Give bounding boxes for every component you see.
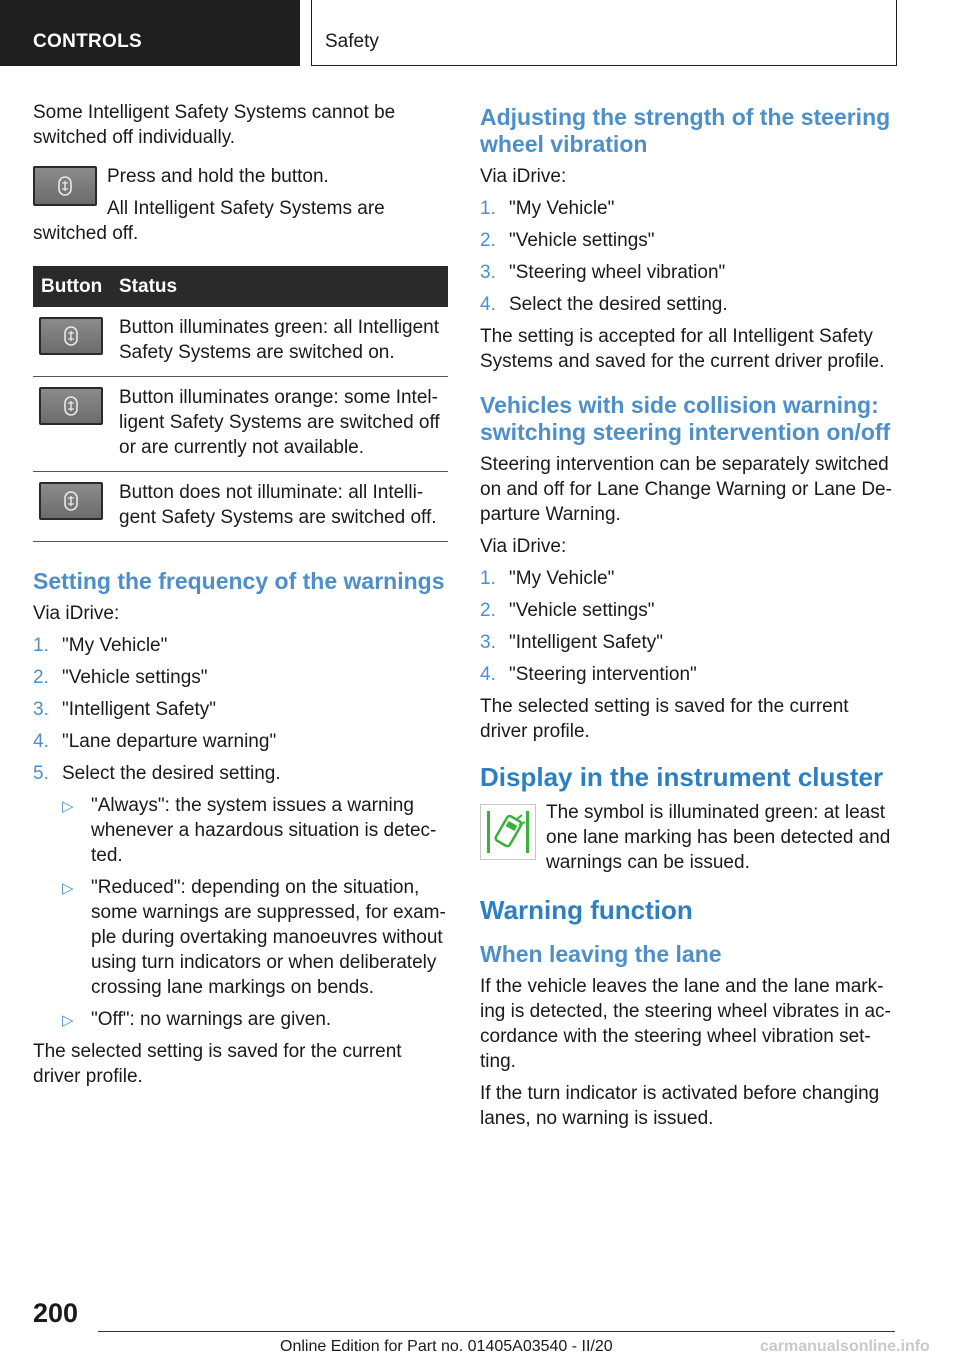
warning-function-heading: Warning function	[480, 895, 693, 925]
option-text: "Off": no warnings are given.	[91, 1009, 332, 1030]
press-result-cont: switched off.	[33, 223, 139, 244]
list-item	[480, 630, 895, 655]
step-number: 2.	[480, 600, 496, 621]
step-text: "My Vehicle"	[62, 635, 168, 656]
step-number: 3.	[480, 632, 496, 653]
section-tab: CONTROLS	[0, 0, 300, 66]
lane-departure-icon	[480, 804, 536, 860]
step-text: "Intelligent Safety"	[509, 632, 663, 653]
step-number: 1.	[480, 568, 496, 589]
footer-divider	[98, 1331, 895, 1332]
list-item	[480, 292, 895, 317]
list-item	[62, 1007, 448, 1032]
list-item	[33, 729, 448, 754]
vibration-steps	[480, 196, 895, 317]
step-number: 5.	[33, 763, 49, 784]
status-cell: Button illuminates orange: some Intel‐ligent Safety Systems are switched off or are currently not available.	[113, 377, 448, 472]
via-idrive: Via iDrive:	[480, 166, 567, 187]
list-item	[33, 665, 448, 690]
display-text: The symbol is illuminated green: at least one lane marking has been detected and warnings can be issued.	[546, 802, 891, 873]
list-item	[480, 196, 895, 221]
list-item	[62, 875, 448, 1000]
list-item	[480, 228, 895, 253]
triangle-bullet-icon: ▷	[62, 1012, 74, 1029]
column-header-status: Status	[113, 266, 448, 307]
triangle-bullet-icon: ▷	[62, 880, 74, 897]
watermark: carmanualsonline.info	[760, 1338, 930, 1355]
step-text: "Intelligent Safety"	[62, 699, 216, 720]
step-text: "Steering wheel vibration"	[509, 262, 726, 283]
step-number: 2.	[480, 230, 496, 251]
intervention-steps	[480, 566, 895, 687]
step-number: 3.	[33, 699, 49, 720]
step-text: "Lane departure warning"	[62, 731, 277, 752]
table-row	[33, 377, 448, 472]
step-number: 1.	[33, 635, 49, 656]
list-item	[33, 761, 448, 1032]
leaving-lane-text: If the vehicle leaves the lane and the lane mark‐ing is detected, the steering wheel vibrates in ac‐cordance with the steering wheel vibration set‐ting.	[480, 976, 891, 1072]
safety-button-icon	[33, 166, 97, 206]
option-text: "Reduced": depending on the situation, some warnings are suppressed, for exam‐ple during overtaking manoeuvres without using turn indicators or when deliberately crossing lane markings on bends.	[91, 877, 446, 998]
press-button-block	[33, 164, 448, 221]
safety-button-icon	[39, 317, 103, 355]
list-item	[480, 598, 895, 623]
step-text: Select the desired setting.	[62, 763, 281, 784]
step-text: "Vehicle settings"	[509, 230, 655, 251]
frequency-steps	[33, 633, 448, 1032]
intro-text: Some Intelligent Safety Systems cannot be switched off individually.	[33, 102, 396, 148]
list-item	[480, 566, 895, 591]
side-collision-heading: Vehicles with side collision warning: switching steering intervention on/off	[480, 392, 891, 445]
via-idrive: Via iDrive:	[33, 603, 120, 624]
page-number: 200	[33, 1298, 79, 1328]
step-number: 3.	[480, 262, 496, 283]
press-result: All Intelligent Safety Systems are	[107, 198, 385, 219]
triangle-bullet-icon: ▷	[62, 798, 74, 815]
table-row	[33, 472, 448, 542]
setting-options	[62, 793, 448, 1032]
frequency-heading: Setting the frequency of the warnings	[33, 568, 445, 594]
list-item	[480, 260, 895, 285]
step-number: 4.	[480, 294, 496, 315]
turn-indicator-text: If the turn indicator is activated before changing lanes, no warning is issued.	[480, 1083, 880, 1129]
safety-glyph-icon	[63, 490, 79, 512]
option-text: "Always": the system issues a warning whenever a hazardous situation is detec‐ted.	[91, 795, 437, 866]
safety-button-icon	[39, 482, 103, 520]
step-number: 4.	[480, 664, 496, 685]
table-header-row	[33, 266, 448, 307]
step-number: 2.	[33, 667, 49, 688]
leaving-lane-heading: When leaving the lane	[480, 941, 722, 967]
page-header	[0, 0, 960, 66]
list-item	[33, 697, 448, 722]
table-row	[33, 307, 448, 377]
step-text: "Vehicle settings"	[509, 600, 655, 621]
list-item	[480, 662, 895, 687]
right-column	[480, 100, 895, 1138]
step-text: "Vehicle settings"	[62, 667, 208, 688]
display-heading: Display in the instrument cluster	[480, 762, 884, 792]
edition-text: Online Edition for Part no. 01405A03540 - II/20	[280, 1338, 613, 1355]
safety-glyph-icon	[63, 325, 79, 347]
step-text: "My Vehicle"	[509, 198, 615, 219]
via-idrive: Via iDrive:	[480, 536, 567, 557]
step-text: "My Vehicle"	[509, 568, 615, 589]
saved-note: The selected setting is saved for the current driver profile.	[33, 1041, 402, 1087]
step-number: 4.	[33, 731, 49, 752]
column-header-button: Button	[33, 266, 113, 307]
safety-glyph-icon	[57, 175, 73, 197]
intervention-saved: The selected setting is saved for the current driver profile.	[480, 696, 849, 742]
chapter-tab: Safety	[311, 0, 897, 66]
safety-button-icon	[39, 387, 103, 425]
side-collision-text: Steering intervention can be separately switched on and off for Lane Change Warning or Lane De‐parture Warning.	[480, 454, 892, 525]
status-cell: Button illuminates green: all Intelligent Safety Systems are switched on.	[113, 307, 448, 377]
safety-glyph-icon	[63, 395, 79, 417]
step-number: 1.	[480, 198, 496, 219]
lane-symbol-block	[480, 800, 895, 875]
press-instruction: Press and hold the button.	[107, 166, 329, 187]
vibration-note: The setting is accepted for all Intelligent Safety Systems and saved for the current driver profile.	[480, 326, 885, 372]
page-footer	[0, 1290, 960, 1362]
step-text: "Steering intervention"	[509, 664, 697, 685]
status-cell: Button does not illuminate: all Intelli‐gent Safety Systems are switched off.	[113, 472, 448, 542]
left-column	[33, 100, 448, 1096]
step-text: Select the desired setting.	[509, 294, 728, 315]
button-status-table	[33, 266, 448, 542]
vibration-heading: Adjusting the strength of the steering wheel vibration	[480, 104, 891, 157]
list-item	[33, 633, 448, 658]
list-item	[62, 793, 448, 868]
